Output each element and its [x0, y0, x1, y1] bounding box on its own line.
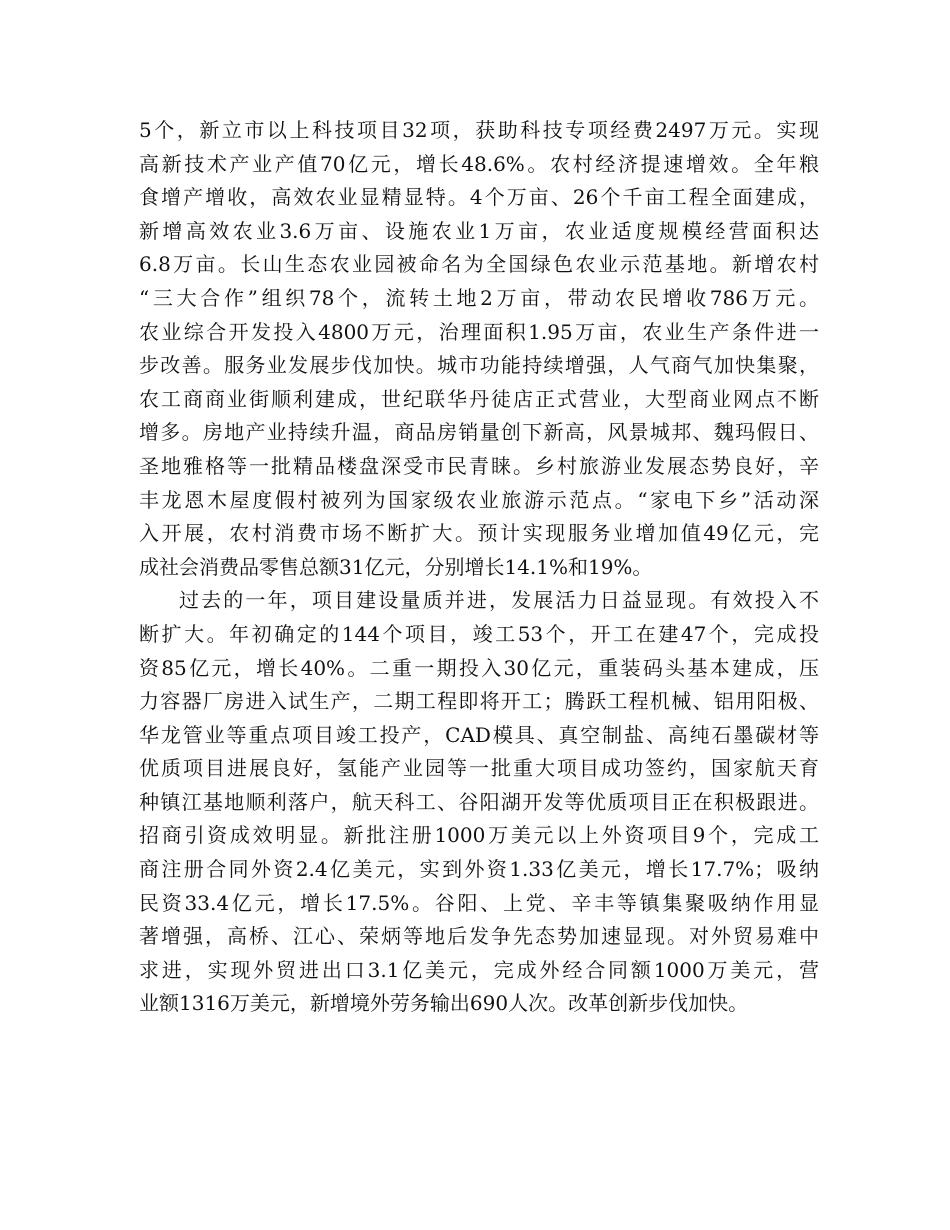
text-line: 5个，新立市以上科技项目32项，获助科技专项经费2497万元。实现	[139, 118, 819, 142]
text-line: 华龙管业等重点项目竣工投产，CAD模具、真空制盐、高纯石墨碳材等	[139, 722, 819, 747]
text-line: 圣地雅格等一批精品楼盘深受市民青睐。乡村旅游业发展态势良好，辛	[139, 453, 819, 478]
text-line: 种镇江基地顺利落户，航天科工、谷阳湖开发等优质项目正在积极跟进。	[139, 789, 819, 814]
text-line: 资85亿元，增长40%。二重一期投入30亿元，重装码头基本建成，压	[139, 655, 819, 680]
text-line: 步改善。服务业发展步伐加快。城市功能持续增强，人气商气加快集聚，	[139, 353, 819, 378]
text-line: 商注册合同外资2.4亿美元，实到外资1.33亿美元，增长17.7%；吸纳	[139, 857, 819, 882]
text-line: 招商引资成效明显。新批注册1000万美元以上外资项目9个，完成工	[139, 823, 819, 848]
text-line: “三大合作”组织78个，流转土地2万亩，带动农民增收786万元。	[139, 285, 819, 310]
text-line: 食增产增收，高效农业显精显特。4个万亩、26个千亩工程全面建成，	[139, 185, 819, 210]
text-line: 6.8万亩。长山生态农业园被命名为全国绿色农业示范基地。新增农村	[139, 252, 819, 277]
body-text	[139, 114, 819, 1021]
text-line: 农业综合开发投入4800万元，治理面积1.95万亩，农业生产条件进一	[139, 319, 819, 344]
text-line: 增多。房地产业持续升温，商品房销量创下新高，风景城邦、魏玛假日、	[139, 420, 819, 445]
paragraph-first-line: 过去的一年，项目建设量质并进，发展活力日益显现。有效投入不	[179, 588, 819, 613]
text-line: 断扩大。年初确定的144个项目，竣工53个，开工在建47个，完成投	[139, 621, 819, 646]
text-line: 新增高效农业3.6万亩、设施农业1万亩，农业适度规模经营面积达	[139, 218, 819, 243]
text-line: 丰龙恩木屋度假村被列为国家级农业旅游示范点。“家电下乡”活动深	[139, 487, 819, 512]
text-line: 优质项目进展良好，氢能产业园等一批重大项目成功签约，国家航天育	[139, 756, 819, 781]
text-line: 求进，实现外贸进出口3.1亿美元，完成外经合同额1000万美元，营	[139, 957, 819, 982]
text-line: 农工商商业街顺利建成，世纪联华丹徒店正式营业，大型商业网点不断	[139, 386, 819, 411]
text-line: 入开展，农村消费市场不断扩大。预计实现服务业增加值49亿元，完	[139, 521, 819, 546]
text-line: 民资33.4亿元，增长17.5%。谷阳、上党、辛丰等镇集聚吸纳作用显	[139, 890, 819, 915]
text-line: 力容器厂房进入试生产，二期工程即将开工；腾跃工程机械、铝用阳极、	[139, 689, 819, 714]
text-line: 业额1316万美元，新增境外劳务输出690人次。改革创新步伐加快。	[139, 991, 749, 1016]
text-line: 著增强，高桥、江心、荣炳等地后发争先态势加速显现。对外贸易难中	[139, 924, 819, 949]
text-line: 成社会消费品零售总额31亿元，分别增长14.1%和19%。	[139, 554, 653, 579]
text-line: 高新技术产业产值70亿元，增长48.6%。农村经济提速增效。全年粮	[139, 151, 819, 176]
